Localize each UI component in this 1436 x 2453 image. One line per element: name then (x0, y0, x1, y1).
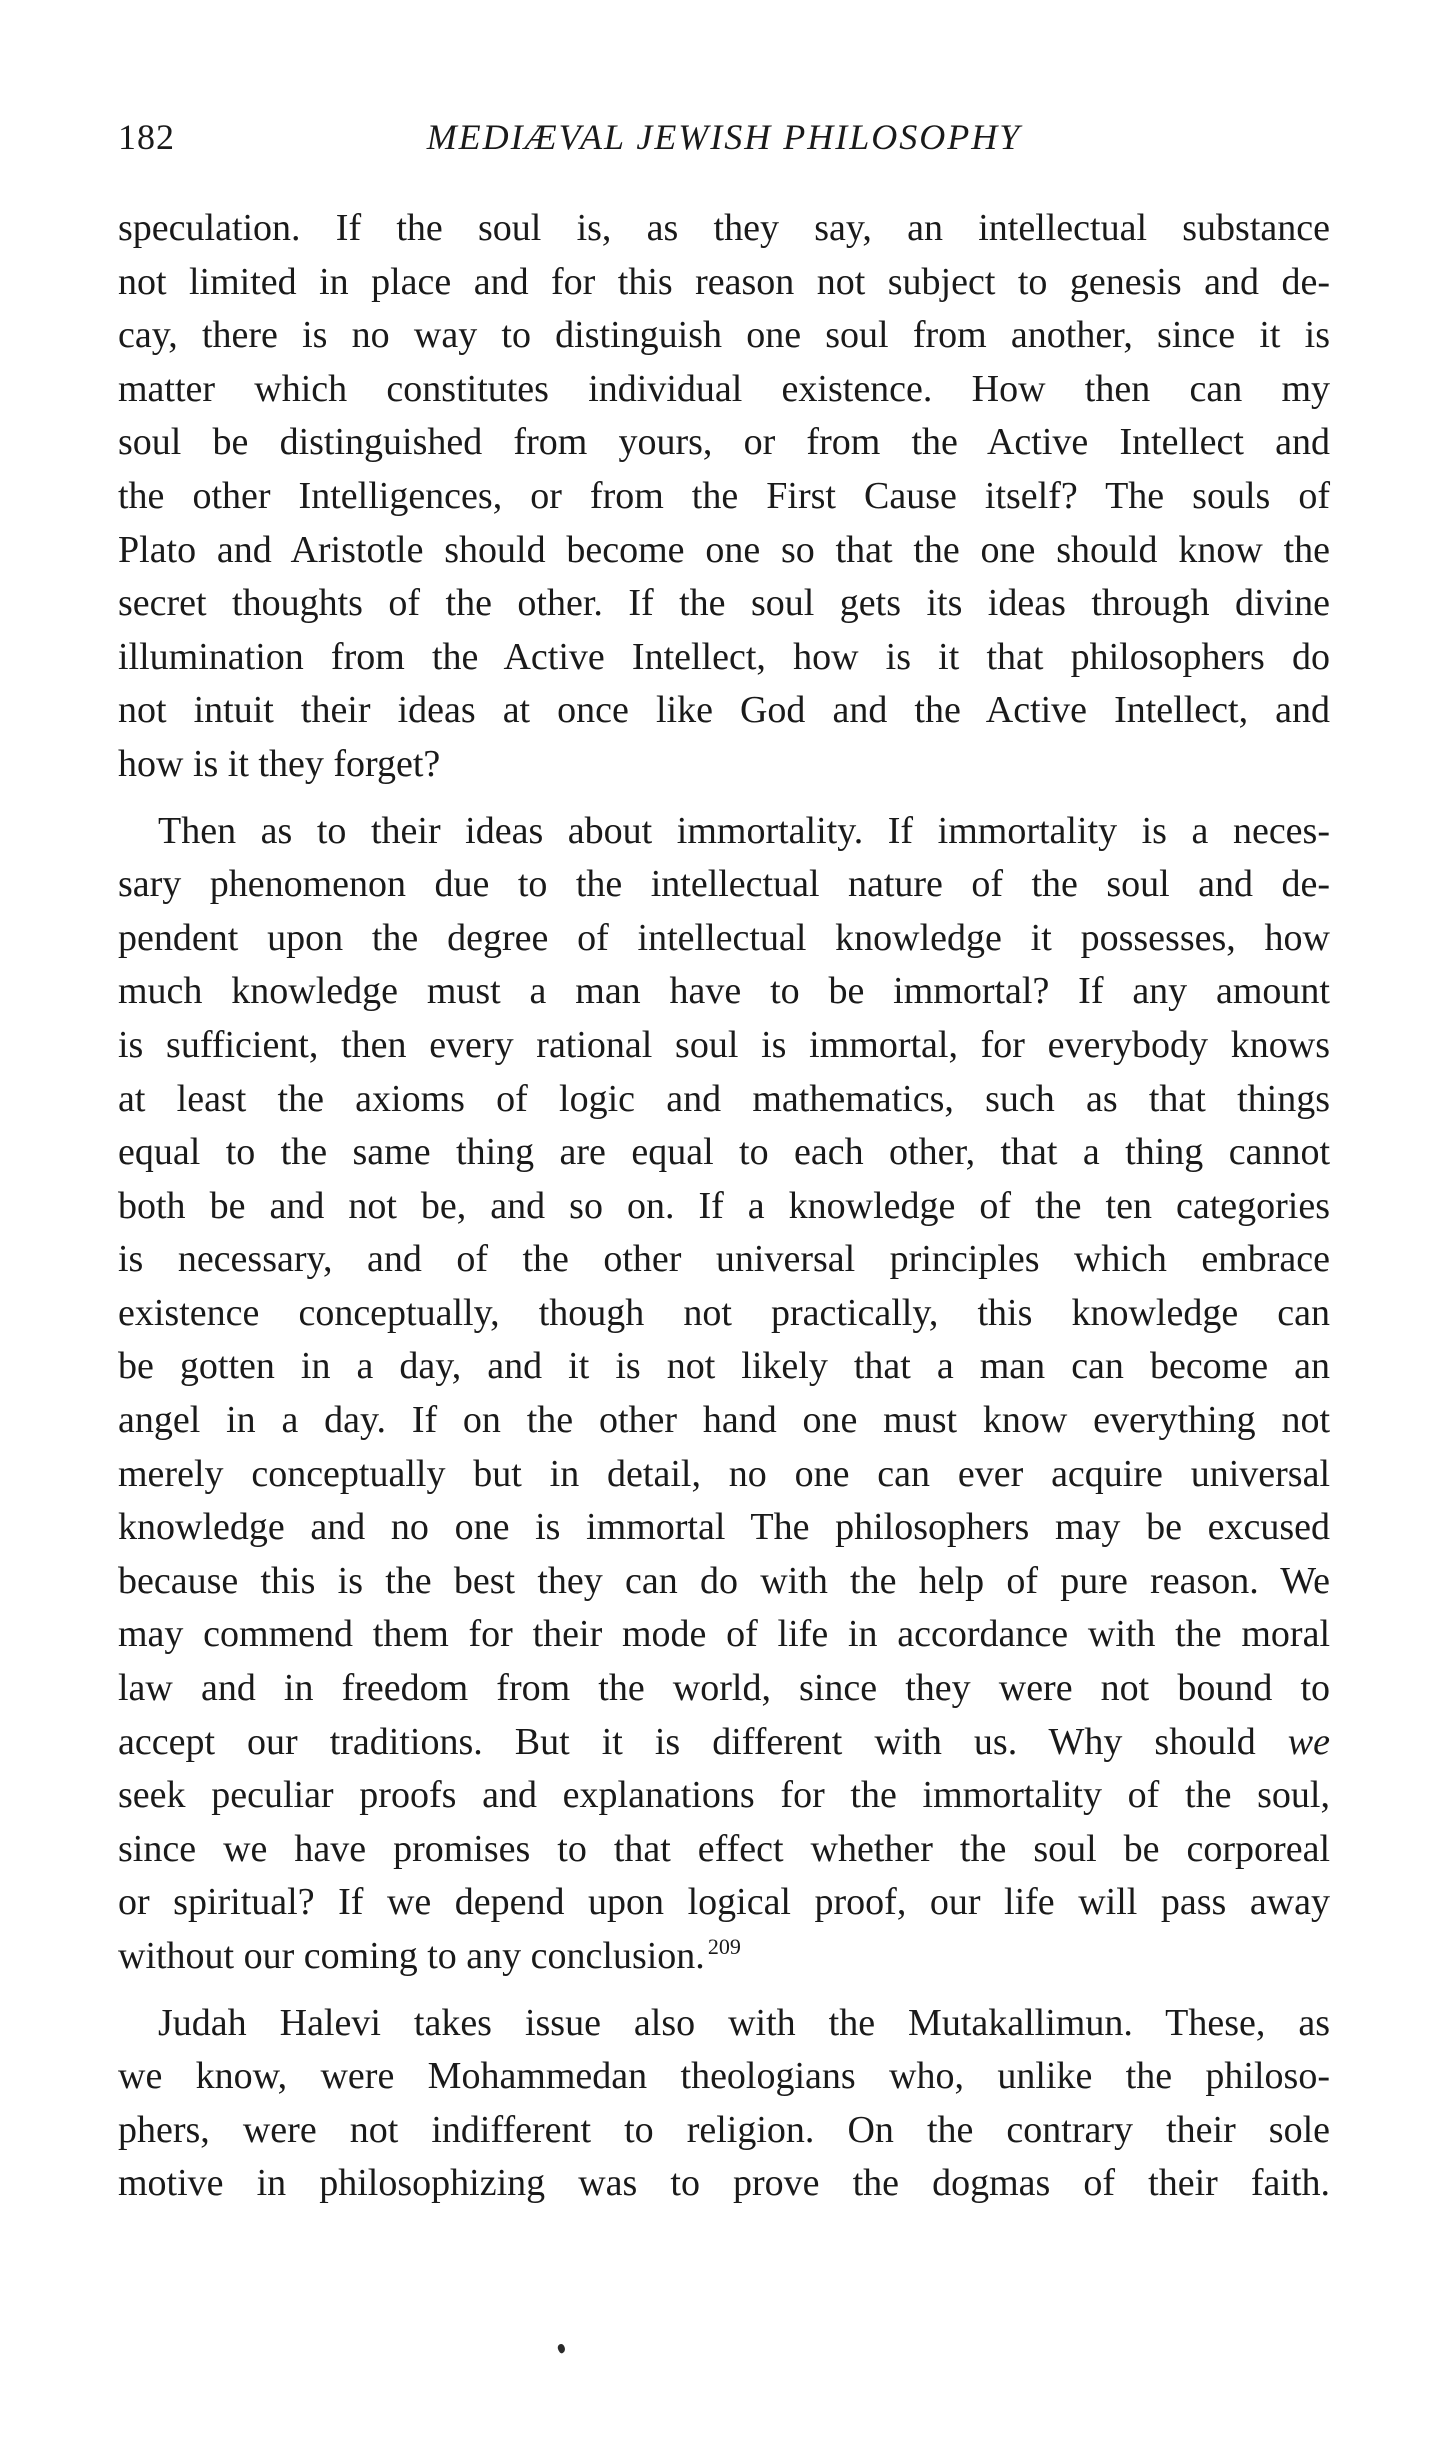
text-line: Then as to their ideas about immortality. If immortality is a neces- (158, 809, 1330, 852)
text-line: seek peculiar proofs and explanations for the immortality of the soul, (118, 1774, 1330, 1817)
text-line: since we have promises to that effect whether the soul be corporeal (118, 1827, 1330, 1870)
paragraph-3 (118, 1997, 1330, 2211)
ink-mark (556, 2343, 567, 2354)
text-line: may commend them for their mode of life in accordance with the moral (118, 1613, 1330, 1656)
text-line: at least the axioms of logic and mathematics, such as that things (118, 1077, 1330, 1120)
text-line: without our coming to any conclusion. (118, 1935, 705, 1977)
text-line: not limited in place and for this reason not subject to genesis and de- (118, 260, 1330, 303)
text-line: sary phenomenon due to the intellectual nature of the soul and de- (118, 863, 1330, 906)
text-line: how is it they forget? (118, 742, 441, 785)
page-header (118, 112, 1330, 162)
text-line: motive in philosophizing was to prove the dogmas of their faith. (118, 2162, 1330, 2205)
emphasized-word: we (1287, 1720, 1330, 1763)
text-line: angel in a day. If on the other hand one must know everything not (118, 1399, 1330, 1442)
page-number: 182 (118, 117, 175, 157)
text-line: phers, were not indifferent to religion. On the contrary their sole (118, 2108, 1330, 2151)
text-line: Judah Halevi takes issue also with the Mutakallimun. These, as (158, 2001, 1330, 2044)
text-line: law and in freedom from the world, since they were not bound to (118, 1667, 1330, 1710)
text-line: both be and not be, and so on. If a knowledge of the ten categories (118, 1184, 1330, 1227)
text-line: is necessary, and of the other universal principles which embrace (118, 1238, 1330, 1281)
text-line: or spiritual? If we depend upon logical proof, our life will pass away (118, 1881, 1330, 1924)
text-line: secret thoughts of the other. If the soul gets its ideas through divine (118, 582, 1330, 625)
text-line: equal to the same thing are equal to each other, that a thing cannot (118, 1131, 1330, 1174)
text-line: not intuit their ideas at once like God and the Active Intellect, and (118, 689, 1330, 732)
text-line: is sufficient, then every rational soul is immortal, for everybody knows (118, 1023, 1330, 1066)
running-title: MEDIÆVAL JEWISH PHILOSOPHY (426, 117, 1022, 157)
text-line-emphasis: accept our traditions. But it is different with us. Why should we (118, 1720, 1330, 1763)
text-line: soul be distinguished from yours, or from the Active Intellect and (118, 421, 1330, 464)
text-line: pendent upon the degree of intellectual knowledge it possesses, how (118, 916, 1330, 959)
text-line: illumination from the Active Intellect, how is it that philosophers do (118, 635, 1330, 678)
text-line: speculation. If the soul is, as they say, an intellectual substance (118, 207, 1330, 249)
text-line: merely conceptually but in detail, no one can ever acquire universal (118, 1452, 1330, 1495)
text-line: cay, there is no way to distinguish one soul from another, since it is (118, 314, 1330, 357)
text-line: knowledge and no one is immortal The philosophers may be excused (118, 1506, 1330, 1549)
text-line: the other Intelligences, or from the First Cause itself? The souls of (118, 474, 1330, 517)
body-text (118, 202, 1330, 2211)
paragraph-2 (118, 805, 1330, 1984)
text-line-with-footnote (118, 1930, 1330, 1984)
text-line: we know, were Mohammedan theologians who, unlike the philoso- (118, 2055, 1330, 2098)
text-line: much knowledge must a man have to be immortal? If any amount (118, 970, 1330, 1013)
paragraph-1 (118, 202, 1330, 792)
text-line: be gotten in a day, and it is not likely that a man can become an (118, 1345, 1330, 1388)
text-line: because this is the best they can do with the help of pure reason. We (118, 1559, 1330, 1602)
text-line: matter which constitutes individual existence. How then can my (118, 367, 1330, 410)
footnote-reference[interactable]: 209 (707, 1934, 741, 1960)
text-line: Plato and Aristotle should become one so that the one should know the (118, 528, 1330, 571)
text-line: existence conceptually, though not practically, this knowledge can (118, 1291, 1330, 1334)
